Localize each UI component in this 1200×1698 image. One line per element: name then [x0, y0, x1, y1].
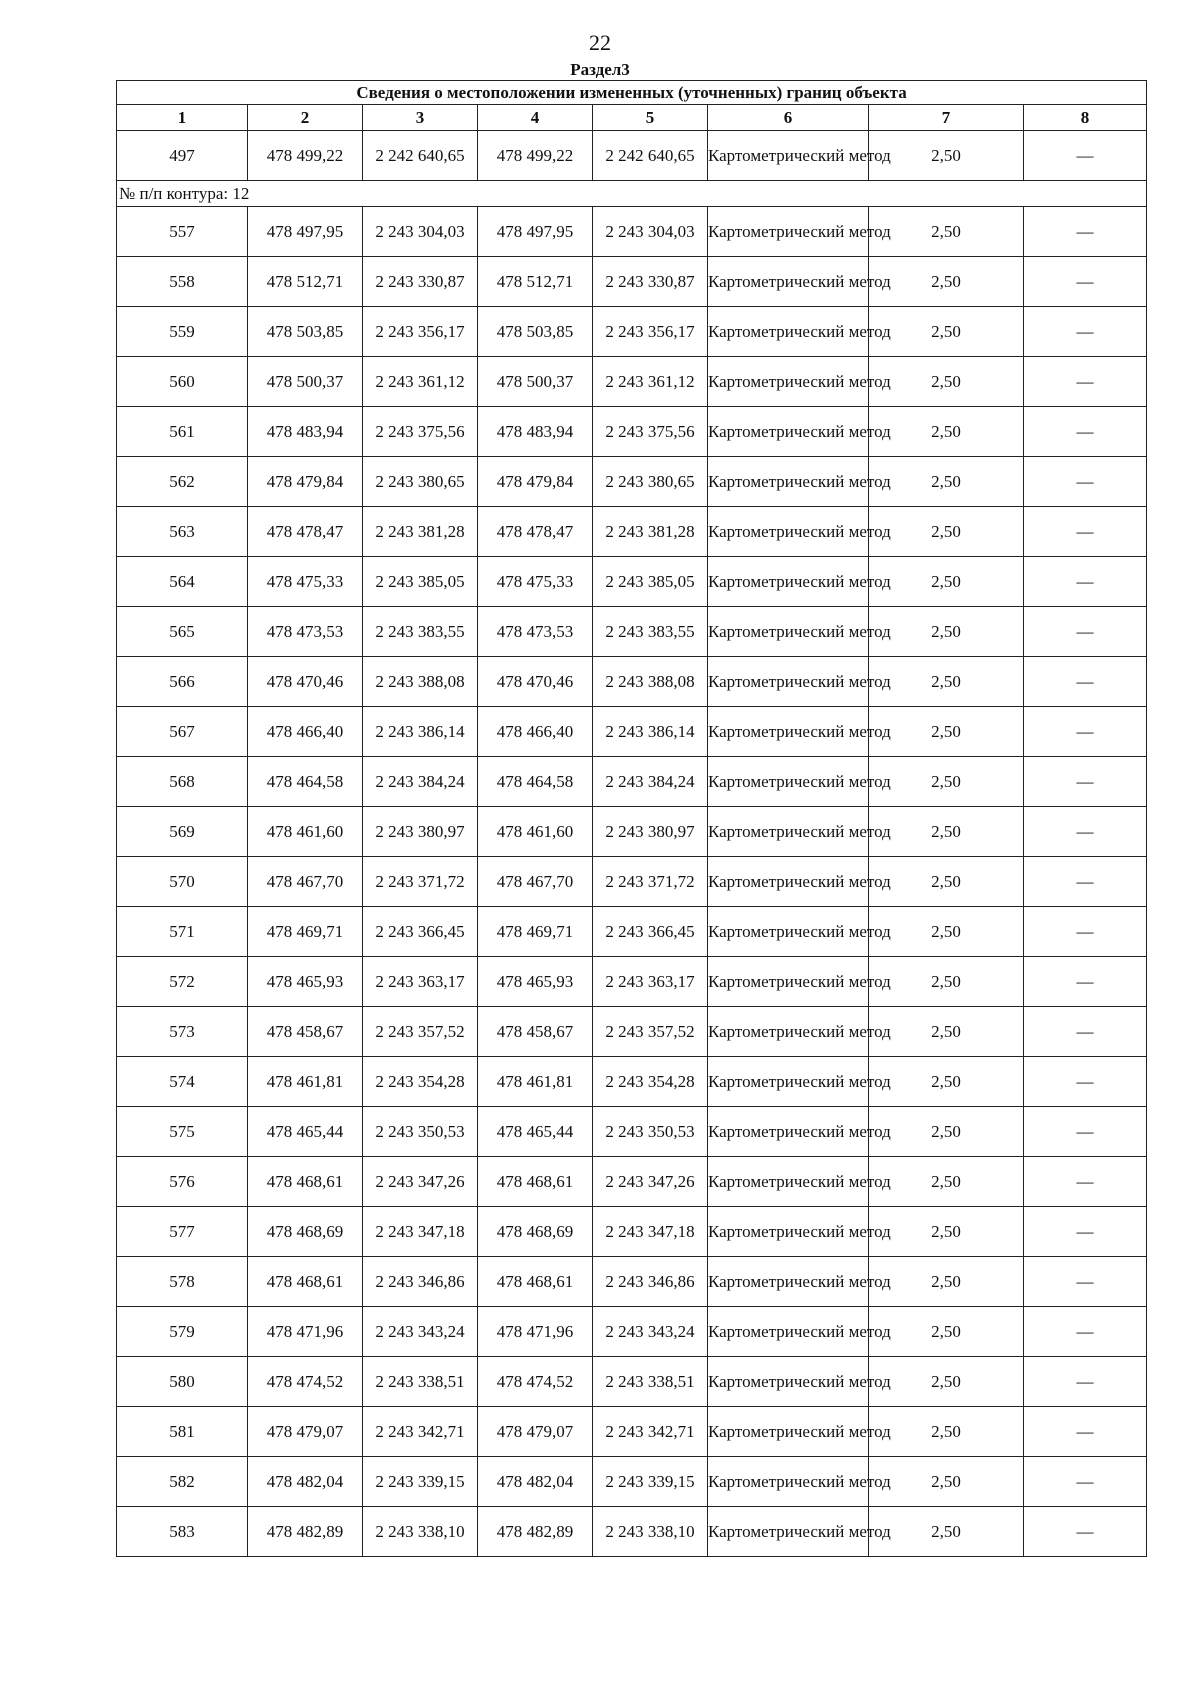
column-number: 8 — [1024, 105, 1147, 131]
accuracy-cell: 2,50 — [869, 1057, 1024, 1107]
column-number: 2 — [248, 105, 363, 131]
x-new-cell: 478 500,37 — [478, 357, 593, 407]
note-cell: — — [1024, 707, 1147, 757]
table-row — [117, 557, 1147, 607]
column-number: 1 — [117, 105, 248, 131]
x-existing-cell: 478 471,96 — [248, 1307, 363, 1357]
method-cell: Картометрический метод — [708, 1257, 869, 1307]
y-existing-cell: 2 243 338,10 — [363, 1507, 478, 1557]
table-row — [117, 707, 1147, 757]
x-existing-cell: 478 465,44 — [248, 1107, 363, 1157]
table-row — [117, 1257, 1147, 1307]
note-cell: — — [1024, 207, 1147, 257]
y-existing-cell: 2 243 366,45 — [363, 907, 478, 957]
method-cell: Картометрический метод — [708, 207, 869, 257]
point-number-cell: 575 — [117, 1107, 248, 1157]
x-existing-cell: 478 482,89 — [248, 1507, 363, 1557]
note-cell: — — [1024, 1207, 1147, 1257]
note-cell: — — [1024, 507, 1147, 557]
accuracy-cell: 2,50 — [869, 1257, 1024, 1307]
accuracy-cell: 2,50 — [869, 1007, 1024, 1057]
note-cell: — — [1024, 657, 1147, 707]
method-cell: Картометрический метод — [708, 1507, 869, 1557]
accuracy-cell: 2,50 — [869, 1207, 1024, 1257]
x-new-cell: 478 465,44 — [478, 1107, 593, 1157]
point-number-cell: 563 — [117, 507, 248, 557]
method-cell: Картометрический метод — [708, 1107, 869, 1157]
accuracy-cell: 2,50 — [869, 507, 1024, 557]
y-new-cell: 2 243 339,15 — [593, 1457, 708, 1507]
y-new-cell: 2 243 330,87 — [593, 257, 708, 307]
x-existing-cell: 478 469,71 — [248, 907, 363, 957]
x-new-cell: 478 466,40 — [478, 707, 593, 757]
y-new-cell: 2 243 361,12 — [593, 357, 708, 407]
x-existing-cell: 478 475,33 — [248, 557, 363, 607]
x-existing-cell: 478 503,85 — [248, 307, 363, 357]
y-new-cell: 2 243 357,52 — [593, 1007, 708, 1057]
contour-row — [117, 181, 1147, 207]
method-cell: Картометрический метод — [708, 707, 869, 757]
table-row — [117, 1007, 1147, 1057]
accuracy-cell: 2,50 — [869, 457, 1024, 507]
y-new-cell: 2 243 388,08 — [593, 657, 708, 707]
accuracy-cell: 2,50 — [869, 1307, 1024, 1357]
x-existing-cell: 478 512,71 — [248, 257, 363, 307]
y-new-cell: 2 243 354,28 — [593, 1057, 708, 1107]
accuracy-cell: 2,50 — [869, 957, 1024, 1007]
column-number: 3 — [363, 105, 478, 131]
accuracy-cell: 2,50 — [869, 207, 1024, 257]
point-number-cell: 581 — [117, 1407, 248, 1457]
method-cell: Картометрический метод — [708, 1407, 869, 1457]
accuracy-cell: 2,50 — [869, 1157, 1024, 1207]
point-number-cell: 571 — [117, 907, 248, 957]
accuracy-cell: 2,50 — [869, 707, 1024, 757]
y-new-cell: 2 243 342,71 — [593, 1407, 708, 1457]
column-number: 6 — [708, 105, 869, 131]
y-existing-cell: 2 243 347,18 — [363, 1207, 478, 1257]
note-cell: — — [1024, 1407, 1147, 1457]
y-new-cell: 2 243 385,05 — [593, 557, 708, 607]
y-new-cell: 2 243 347,26 — [593, 1157, 708, 1207]
y-existing-cell: 2 243 386,14 — [363, 707, 478, 757]
y-new-cell: 2 243 347,18 — [593, 1207, 708, 1257]
column-number: 5 — [593, 105, 708, 131]
x-existing-cell: 478 458,67 — [248, 1007, 363, 1057]
x-existing-cell: 478 468,61 — [248, 1257, 363, 1307]
section-title: Раздел3 — [570, 60, 630, 79]
x-existing-cell: 478 464,58 — [248, 757, 363, 807]
accuracy-cell: 2,50 — [869, 307, 1024, 357]
table-row — [117, 1307, 1147, 1357]
x-existing-cell: 478 482,04 — [248, 1457, 363, 1507]
y-existing-cell: 2 243 356,17 — [363, 307, 478, 357]
x-existing-cell: 478 465,93 — [248, 957, 363, 1007]
y-existing-cell: 2 243 343,24 — [363, 1307, 478, 1357]
y-new-cell: 2 243 363,17 — [593, 957, 708, 1007]
y-existing-cell: 2 243 357,52 — [363, 1007, 478, 1057]
point-number-cell: 570 — [117, 857, 248, 907]
table-row — [117, 1107, 1147, 1157]
accuracy-cell: 2,50 — [869, 407, 1024, 457]
y-existing-cell: 2 242 640,65 — [363, 131, 478, 181]
y-new-cell: 2 243 350,53 — [593, 1107, 708, 1157]
x-new-cell: 478 475,33 — [478, 557, 593, 607]
x-new-cell: 478 499,22 — [478, 131, 593, 181]
method-cell: Картометрический метод — [708, 1207, 869, 1257]
x-new-cell: 478 471,96 — [478, 1307, 593, 1357]
y-new-cell: 2 243 366,45 — [593, 907, 708, 957]
x-existing-cell: 478 468,69 — [248, 1207, 363, 1257]
note-cell: — — [1024, 957, 1147, 1007]
y-new-cell: 2 243 356,17 — [593, 307, 708, 357]
method-cell: Картометрический метод — [708, 857, 869, 907]
note-cell: — — [1024, 607, 1147, 657]
coordinates-table — [116, 80, 1147, 1557]
x-new-cell: 478 512,71 — [478, 257, 593, 307]
method-cell: Картометрический метод — [708, 1307, 869, 1357]
point-number-cell: 579 — [117, 1307, 248, 1357]
point-number-cell: 560 — [117, 357, 248, 407]
x-existing-cell: 478 474,52 — [248, 1357, 363, 1407]
method-cell: Картометрический метод — [708, 307, 869, 357]
y-existing-cell: 2 243 385,05 — [363, 557, 478, 607]
y-existing-cell: 2 243 384,24 — [363, 757, 478, 807]
y-new-cell: 2 243 304,03 — [593, 207, 708, 257]
point-number-cell: 580 — [117, 1357, 248, 1407]
contour-label: № п/п контура: 12 — [117, 181, 1147, 207]
method-cell: Картометрический метод — [708, 657, 869, 707]
method-cell: Картометрический метод — [708, 1057, 869, 1107]
point-number-cell: 574 — [117, 1057, 248, 1107]
y-existing-cell: 2 243 380,97 — [363, 807, 478, 857]
point-number-cell: 569 — [117, 807, 248, 857]
y-existing-cell: 2 243 350,53 — [363, 1107, 478, 1157]
x-existing-cell: 478 479,84 — [248, 457, 363, 507]
x-new-cell: 478 478,47 — [478, 507, 593, 557]
x-new-cell: 478 479,07 — [478, 1407, 593, 1457]
x-new-cell: 478 464,58 — [478, 757, 593, 807]
point-number-cell: 559 — [117, 307, 248, 357]
method-cell: Картометрический метод — [708, 407, 869, 457]
note-cell: — — [1024, 1007, 1147, 1057]
method-cell: Картометрический метод — [708, 457, 869, 507]
table-row — [117, 857, 1147, 907]
point-number-cell: 564 — [117, 557, 248, 607]
accuracy-cell: 2,50 — [869, 1357, 1024, 1407]
method-cell: Картометрический метод — [708, 757, 869, 807]
table-row — [117, 1207, 1147, 1257]
x-new-cell: 478 497,95 — [478, 207, 593, 257]
x-new-cell: 478 503,85 — [478, 307, 593, 357]
x-new-cell: 478 469,71 — [478, 907, 593, 957]
x-new-cell: 478 483,94 — [478, 407, 593, 457]
y-existing-cell: 2 243 375,56 — [363, 407, 478, 457]
x-existing-cell: 478 466,40 — [248, 707, 363, 757]
point-number-cell: 497 — [117, 131, 248, 181]
table-row — [117, 1407, 1147, 1457]
y-existing-cell: 2 243 361,12 — [363, 357, 478, 407]
note-cell: — — [1024, 807, 1147, 857]
y-new-cell: 2 243 386,14 — [593, 707, 708, 757]
point-number-cell: 583 — [117, 1507, 248, 1557]
x-existing-cell: 478 468,61 — [248, 1157, 363, 1207]
accuracy-cell: 2,50 — [869, 1507, 1024, 1557]
method-cell: Картометрический метод — [708, 807, 869, 857]
point-number-cell: 578 — [117, 1257, 248, 1307]
x-new-cell: 478 470,46 — [478, 657, 593, 707]
table-row — [117, 131, 1147, 181]
accuracy-cell: 2,50 — [869, 857, 1024, 907]
x-existing-cell: 478 467,70 — [248, 857, 363, 907]
method-cell: Картометрический метод — [708, 131, 869, 181]
accuracy-cell: 2,50 — [869, 357, 1024, 407]
table-row — [117, 457, 1147, 507]
note-cell: — — [1024, 1357, 1147, 1407]
y-existing-cell: 2 243 388,08 — [363, 657, 478, 707]
accuracy-cell: 2,50 — [869, 607, 1024, 657]
table-caption: Сведения о местоположении измененных (уточненных) границ объекта — [117, 81, 1147, 105]
x-existing-cell: 478 479,07 — [248, 1407, 363, 1457]
method-cell: Картометрический метод — [708, 1007, 869, 1057]
page-number: 22 — [589, 30, 611, 55]
y-existing-cell: 2 243 342,71 — [363, 1407, 478, 1457]
note-cell: — — [1024, 1507, 1147, 1557]
y-new-cell: 2 243 384,24 — [593, 757, 708, 807]
method-cell: Картометрический метод — [708, 357, 869, 407]
accuracy-cell: 2,50 — [869, 557, 1024, 607]
point-number-cell: 573 — [117, 1007, 248, 1057]
table-body — [117, 81, 1147, 1557]
table-row — [117, 1507, 1147, 1557]
y-new-cell: 2 243 346,86 — [593, 1257, 708, 1307]
x-new-cell: 478 467,70 — [478, 857, 593, 907]
y-new-cell: 2 243 381,28 — [593, 507, 708, 557]
point-number-cell: 582 — [117, 1457, 248, 1507]
table-row — [117, 507, 1147, 557]
table-row — [117, 1057, 1147, 1107]
note-cell: — — [1024, 1157, 1147, 1207]
table-row — [117, 657, 1147, 707]
x-existing-cell: 478 499,22 — [248, 131, 363, 181]
y-existing-cell: 2 243 371,72 — [363, 857, 478, 907]
table-row — [117, 907, 1147, 957]
y-existing-cell: 2 243 363,17 — [363, 957, 478, 1007]
table-caption-row — [117, 81, 1147, 105]
y-new-cell: 2 243 343,24 — [593, 1307, 708, 1357]
y-new-cell: 2 243 375,56 — [593, 407, 708, 457]
point-number-cell: 562 — [117, 457, 248, 507]
note-cell: — — [1024, 857, 1147, 907]
x-new-cell: 478 465,93 — [478, 957, 593, 1007]
note-cell: — — [1024, 1107, 1147, 1157]
note-cell: — — [1024, 131, 1147, 181]
note-cell: — — [1024, 907, 1147, 957]
point-number-cell: 566 — [117, 657, 248, 707]
y-new-cell: 2 243 338,51 — [593, 1357, 708, 1407]
table-row — [117, 407, 1147, 457]
method-cell: Картометрический метод — [708, 907, 869, 957]
y-existing-cell: 2 243 304,03 — [363, 207, 478, 257]
method-cell: Картометрический метод — [708, 1157, 869, 1207]
x-existing-cell: 478 483,94 — [248, 407, 363, 457]
accuracy-cell: 2,50 — [869, 1457, 1024, 1507]
method-cell: Картометрический метод — [708, 1357, 869, 1407]
x-existing-cell: 478 461,60 — [248, 807, 363, 857]
x-existing-cell: 478 461,81 — [248, 1057, 363, 1107]
method-cell: Картометрический метод — [708, 257, 869, 307]
note-cell: — — [1024, 407, 1147, 457]
note-cell: — — [1024, 557, 1147, 607]
y-existing-cell: 2 243 347,26 — [363, 1157, 478, 1207]
y-new-cell: 2 243 371,72 — [593, 857, 708, 907]
table-row — [117, 807, 1147, 857]
point-number-cell: 572 — [117, 957, 248, 1007]
table-row — [117, 357, 1147, 407]
table-row — [117, 257, 1147, 307]
y-new-cell: 2 243 338,10 — [593, 1507, 708, 1557]
accuracy-cell: 2,50 — [869, 1107, 1024, 1157]
note-cell: — — [1024, 1057, 1147, 1107]
x-new-cell: 478 458,67 — [478, 1007, 593, 1057]
x-new-cell: 478 461,60 — [478, 807, 593, 857]
table-row — [117, 207, 1147, 257]
x-new-cell: 478 468,61 — [478, 1157, 593, 1207]
x-existing-cell: 478 473,53 — [248, 607, 363, 657]
column-number: 7 — [869, 105, 1024, 131]
accuracy-cell: 2,50 — [869, 757, 1024, 807]
note-cell: — — [1024, 257, 1147, 307]
point-number-cell: 567 — [117, 707, 248, 757]
table-row — [117, 1457, 1147, 1507]
column-number-row — [117, 105, 1147, 131]
point-number-cell: 561 — [117, 407, 248, 457]
x-new-cell: 478 482,89 — [478, 1507, 593, 1557]
method-cell: Картометрический метод — [708, 607, 869, 657]
x-new-cell: 478 473,53 — [478, 607, 593, 657]
y-new-cell: 2 243 380,97 — [593, 807, 708, 857]
point-number-cell: 565 — [117, 607, 248, 657]
x-new-cell: 478 468,61 — [478, 1257, 593, 1307]
point-number-cell: 558 — [117, 257, 248, 307]
accuracy-cell: 2,50 — [869, 257, 1024, 307]
y-new-cell: 2 242 640,65 — [593, 131, 708, 181]
method-cell: Картометрический метод — [708, 957, 869, 1007]
point-number-cell: 557 — [117, 207, 248, 257]
x-new-cell: 478 468,69 — [478, 1207, 593, 1257]
accuracy-cell: 2,50 — [869, 131, 1024, 181]
y-existing-cell: 2 243 383,55 — [363, 607, 478, 657]
accuracy-cell: 2,50 — [869, 807, 1024, 857]
y-new-cell: 2 243 383,55 — [593, 607, 708, 657]
note-cell: — — [1024, 457, 1147, 507]
y-existing-cell: 2 243 380,65 — [363, 457, 478, 507]
x-new-cell: 478 474,52 — [478, 1357, 593, 1407]
table-row — [117, 307, 1147, 357]
y-existing-cell: 2 243 339,15 — [363, 1457, 478, 1507]
note-cell: — — [1024, 307, 1147, 357]
x-existing-cell: 478 500,37 — [248, 357, 363, 407]
note-cell: — — [1024, 1457, 1147, 1507]
table-row — [117, 1357, 1147, 1407]
y-new-cell: 2 243 380,65 — [593, 457, 708, 507]
note-cell: — — [1024, 757, 1147, 807]
column-number: 4 — [478, 105, 593, 131]
note-cell: — — [1024, 1257, 1147, 1307]
point-number-cell: 568 — [117, 757, 248, 807]
y-existing-cell: 2 243 354,28 — [363, 1057, 478, 1107]
table-row — [117, 957, 1147, 1007]
point-number-cell: 576 — [117, 1157, 248, 1207]
x-new-cell: 478 482,04 — [478, 1457, 593, 1507]
table-row — [117, 607, 1147, 657]
y-existing-cell: 2 243 330,87 — [363, 257, 478, 307]
accuracy-cell: 2,50 — [869, 1407, 1024, 1457]
method-cell: Картометрический метод — [708, 507, 869, 557]
x-new-cell: 478 461,81 — [478, 1057, 593, 1107]
y-existing-cell: 2 243 381,28 — [363, 507, 478, 557]
x-existing-cell: 478 470,46 — [248, 657, 363, 707]
point-number-cell: 577 — [117, 1207, 248, 1257]
x-existing-cell: 478 497,95 — [248, 207, 363, 257]
x-new-cell: 478 479,84 — [478, 457, 593, 507]
note-cell: — — [1024, 1307, 1147, 1357]
y-existing-cell: 2 243 338,51 — [363, 1357, 478, 1407]
accuracy-cell: 2,50 — [869, 907, 1024, 957]
x-existing-cell: 478 478,47 — [248, 507, 363, 557]
method-cell: Картометрический метод — [708, 1457, 869, 1507]
method-cell: Картометрический метод — [708, 557, 869, 607]
note-cell: — — [1024, 357, 1147, 407]
accuracy-cell: 2,50 — [869, 657, 1024, 707]
table-row — [117, 1157, 1147, 1207]
table-row — [117, 757, 1147, 807]
y-existing-cell: 2 243 346,86 — [363, 1257, 478, 1307]
